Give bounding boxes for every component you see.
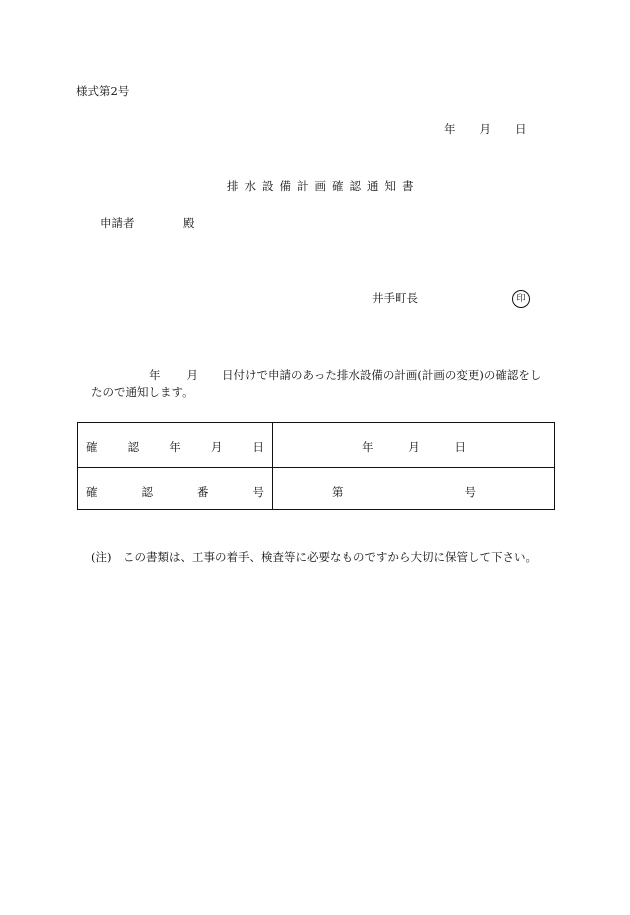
label-char: 月 bbox=[210, 440, 223, 454]
applicant-honorific: 殿 bbox=[183, 216, 195, 230]
body-year: 年 bbox=[149, 368, 161, 382]
body-text-line1 bbox=[149, 370, 541, 382]
label-char: 番 bbox=[197, 485, 209, 499]
issuer-name: 井手町長 bbox=[372, 291, 418, 305]
confirmation-date-value bbox=[362, 439, 466, 455]
issue-date-year: 年 bbox=[444, 122, 456, 136]
issue-date-day: 日 bbox=[515, 122, 527, 136]
label-char: 日 bbox=[252, 440, 264, 454]
value-year: 年 bbox=[362, 440, 374, 454]
form-number: 様式第2号 bbox=[76, 84, 130, 98]
confirmation-number-label bbox=[86, 484, 264, 500]
confirmation-number-value bbox=[332, 484, 476, 500]
number-suffix: 号 bbox=[464, 485, 476, 499]
body-day-text: 日付けで申請のあった排水設備の計画(計画の変更)の確認をし bbox=[222, 368, 542, 382]
confirmation-date-label bbox=[86, 439, 264, 455]
label-char: 認 bbox=[127, 440, 140, 454]
value-day: 日 bbox=[454, 440, 466, 454]
table-row-divider bbox=[78, 467, 554, 468]
body-month: 月 bbox=[186, 368, 198, 382]
number-prefix: 第 bbox=[332, 485, 344, 499]
label-char: 確 bbox=[86, 440, 98, 454]
seal-mark: 印 bbox=[512, 290, 530, 308]
applicant-label: 申請者 bbox=[100, 216, 135, 230]
label-char: 年 bbox=[169, 440, 181, 454]
body-text-line2: たので通知します。 bbox=[91, 385, 194, 399]
issue-date bbox=[444, 124, 527, 136]
issue-date-month: 月 bbox=[479, 122, 491, 136]
label-char: 号 bbox=[252, 485, 264, 499]
table-column-divider bbox=[272, 423, 273, 509]
label-char: 認 bbox=[141, 485, 153, 499]
confirmation-table bbox=[77, 422, 555, 510]
footnote: (注) この書類は、工事の着手、検査等に必要なものですから大切に保管して下さい。 bbox=[91, 550, 537, 564]
value-month: 月 bbox=[408, 440, 420, 454]
label-char: 確 bbox=[86, 485, 98, 499]
document-title: 排水設備計画確認通知書 bbox=[227, 179, 420, 193]
